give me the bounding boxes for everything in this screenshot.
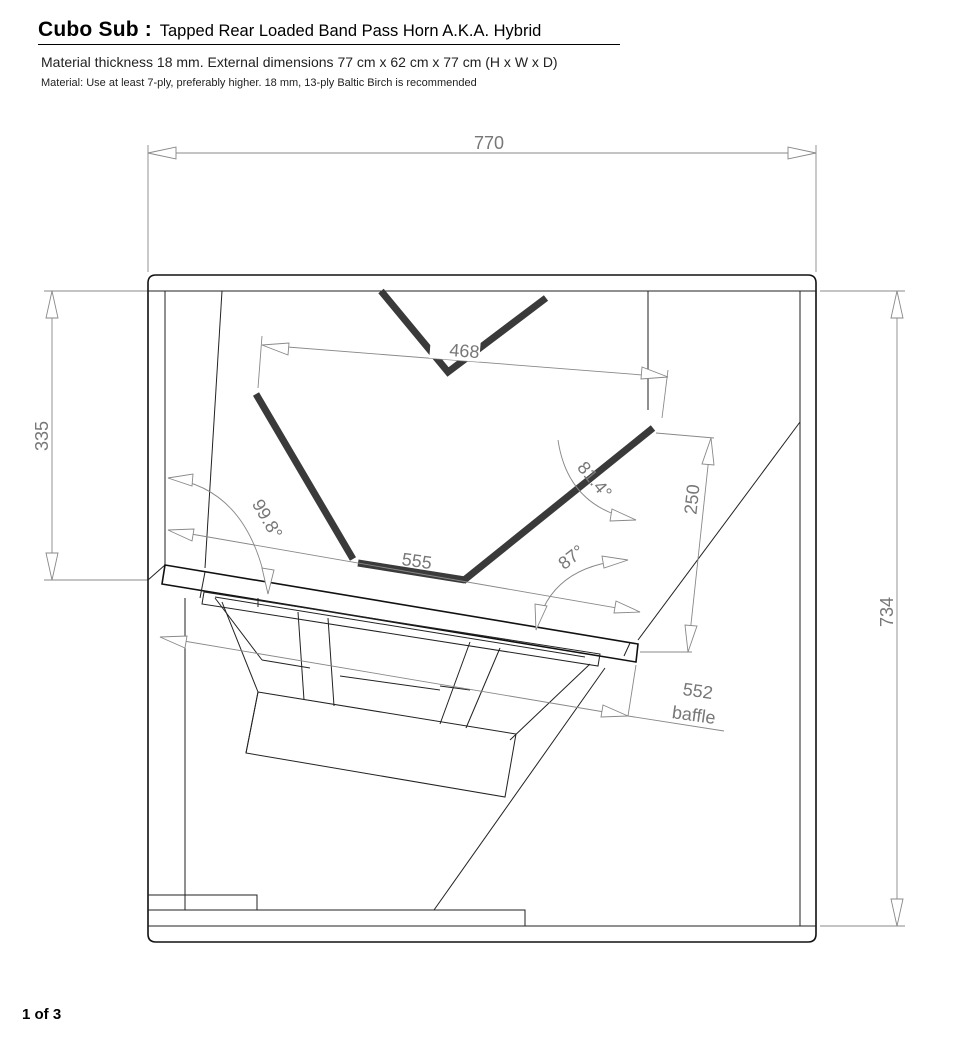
page-number: 1 of 3 [22, 1006, 62, 1023]
bottom-segment-label: 555 [400, 549, 434, 574]
title-separator: : [144, 18, 152, 41]
inner-span-label: 468 [448, 339, 481, 363]
left-height-dimension [32, 291, 148, 580]
inner-span-dimension [258, 336, 668, 418]
page-title: Cubo Sub [38, 18, 139, 41]
overall-width-dimension [148, 133, 816, 272]
panel-span-dimension [640, 433, 714, 652]
horn-panels [256, 291, 653, 581]
left-height-label: 335 [32, 420, 52, 452]
woofer-driver [202, 592, 600, 797]
material-thickness-note: Material thickness 18 mm. External dimensions 77 cm x 62 cm x 77 cm (H x W x D) [41, 54, 558, 70]
baffle-length-label: 552 [681, 679, 715, 704]
panel-span-label: 250 [680, 483, 704, 516]
angle-markers [168, 440, 636, 630]
bottom-shelf [148, 895, 525, 926]
right-height-label: 734 [877, 596, 897, 628]
baffle-dimension [160, 636, 724, 731]
right-height-dimension [820, 291, 905, 926]
page-subtitle: Tapped Rear Loaded Band Pass Horn A.K.A. Hybrid [159, 22, 542, 40]
left-angle-label: 99.8° [247, 495, 287, 543]
overall-width-label: 770 [473, 133, 505, 153]
material-recommendation-note: Material: Use at least 7-ply, preferably higher. 18 mm, 13-ply Baltic Birch is recommended [41, 77, 477, 89]
right-lower-angle-label: 87° [554, 541, 589, 574]
right-upper-angle-label: 81.4° [573, 457, 616, 503]
baffle-name-label: baffle [670, 702, 717, 729]
